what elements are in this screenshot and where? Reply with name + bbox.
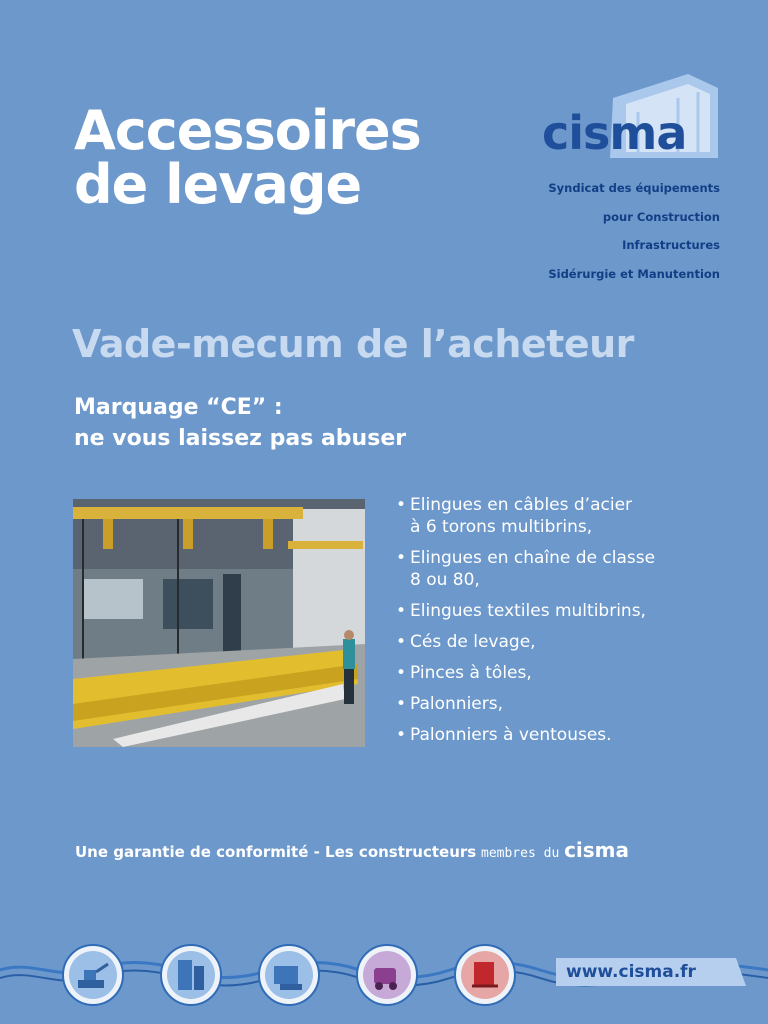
logo-tagline (548, 178, 720, 292)
website-link[interactable]: www.cisma.fr (566, 962, 696, 982)
subtitle: Vade-mecum de l’acheteur (72, 322, 634, 366)
list-item: • Elingues en chaîne de classe 8 ou 80, (396, 547, 655, 591)
cisma-logo (538, 70, 728, 165)
guarantee-statement (75, 838, 629, 862)
factory-crane-photo (73, 499, 365, 747)
tagline-line: Infrastructures (622, 238, 720, 252)
machine-icon[interactable] (258, 944, 320, 1006)
ce-warning (74, 392, 406, 454)
tagline-line: pour Construction (602, 209, 720, 224)
title-line-1: Accessoires (74, 99, 421, 162)
excavator-icon[interactable] (62, 944, 124, 1006)
list-item: • Cés de levage, (396, 631, 655, 653)
warning-line-2: ne vous laissez pas abuser (74, 426, 407, 451)
list-item: • Elingues en câbles d’acier à 6 torons multibrins, (396, 494, 655, 538)
list-item: • Palonniers, (396, 693, 655, 715)
title-line-2: de levage (74, 153, 362, 216)
tagline-line: Sidérurgie et Manutention (548, 266, 720, 281)
forklift-icon[interactable] (356, 944, 418, 1006)
building-icon[interactable] (160, 944, 222, 1006)
guarantee-text: Une garantie de conformité - Les constructeurs (75, 843, 477, 861)
list-item: • Pinces à tôles, (396, 662, 655, 684)
page-title (74, 99, 421, 216)
crane-icon[interactable] (454, 944, 516, 1006)
logo-wordmark: cisma (542, 106, 687, 160)
equipment-list (396, 494, 655, 755)
list-item: • Elingues textiles multibrins, (396, 600, 655, 622)
guarantee-cisma-logo: cisma (564, 838, 630, 862)
tagline-line: Syndicat des équipements (548, 181, 720, 195)
warning-line-1: Marquage “CE” : (74, 395, 283, 420)
guarantee-members-text: membres du (481, 846, 560, 861)
list-item: • Palonniers à ventouses. (396, 724, 655, 746)
